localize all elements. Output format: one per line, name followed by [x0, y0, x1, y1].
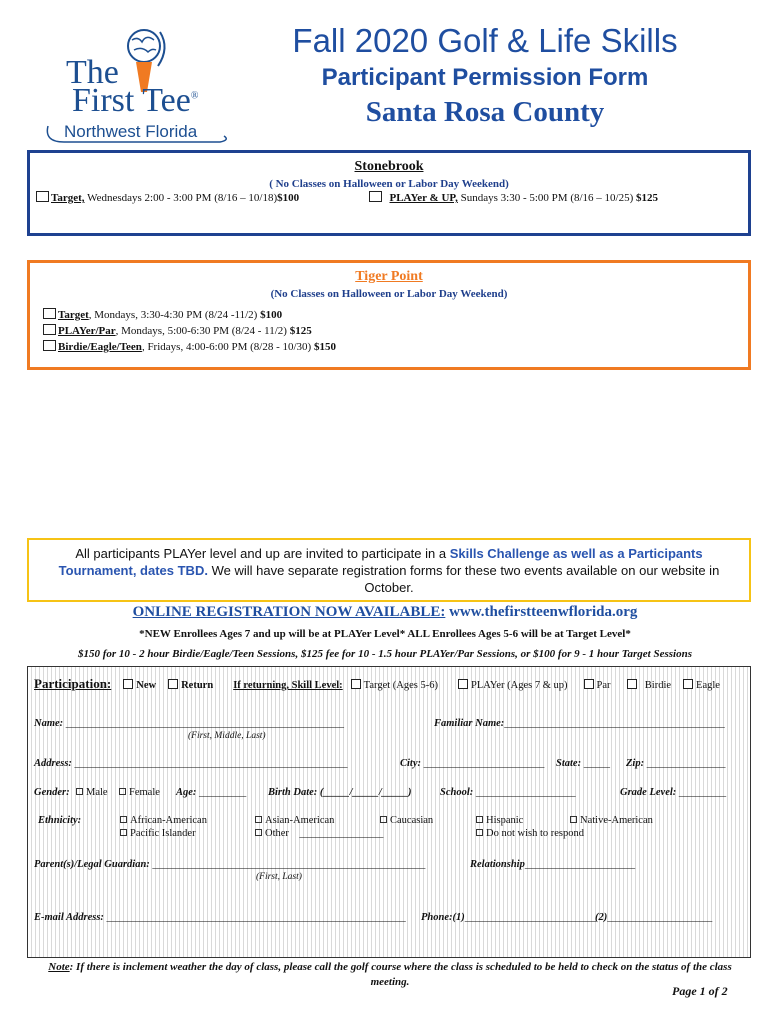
participation-label: Participation:: [34, 676, 112, 691]
stonebrook-note: ( No Classes on Halloween or Labor Day Weekend): [269, 178, 509, 190]
first-tee-logo: [42, 24, 232, 144]
checkbox[interactable]: [43, 340, 56, 351]
logo-line-first-tee: First Tee®: [72, 82, 199, 119]
birth-date-field[interactable]: Birth Date: (_____/_____/_____): [268, 787, 412, 798]
checkbox[interactable]: [369, 191, 382, 202]
gender-label: Gender:: [34, 787, 70, 798]
grade-level-field[interactable]: Grade Level: _________: [620, 787, 727, 798]
checkbox[interactable]: [43, 308, 56, 319]
tiger-point-section: [27, 260, 751, 370]
ethnicity-label: Ethnicity:: [38, 815, 82, 826]
skill-level-target[interactable]: Target (Ages 5-6): [351, 680, 438, 691]
tiger-point-note: (No Classes on Halloween or Labor Day Weekend): [270, 288, 508, 300]
logo-line-the: The: [66, 54, 119, 91]
stonebrook-section: [27, 150, 751, 236]
state-field[interactable]: State: _____: [556, 758, 610, 769]
tiger-point-option-player[interactable]: PLAYer/Par, Mondays, 5:00-6:30 PM (8/24 - 11/2) $125: [43, 324, 312, 337]
ethnicity-african-american[interactable]: African-American: [120, 815, 207, 826]
returning-skill-label: If returning, Skill Level:: [233, 680, 343, 691]
name-hint: (First, Middle, Last): [188, 731, 266, 741]
ethnicity-asian-american[interactable]: Asian-American: [255, 815, 334, 826]
guardian-field[interactable]: Parent(s)/Legal Guardian: ____________________________________________________: [34, 859, 426, 870]
ethnicity-no-response[interactable]: Do not wish to respond: [476, 828, 584, 839]
guardian-hint: (First, Last): [256, 872, 302, 882]
skill-level-player[interactable]: PLAYer (Ages 7 & up): [458, 680, 568, 691]
website-link[interactable]: www.thefirstteenwflorida.org: [445, 604, 638, 620]
phone1-field[interactable]: Phone:(1)_________________________: [421, 912, 596, 923]
county-title: Santa Rosa County: [365, 96, 605, 128]
age-field[interactable]: Age: _________: [176, 787, 247, 798]
city-field[interactable]: City: _______________________: [400, 758, 545, 769]
school-field[interactable]: School: ___________________: [440, 787, 576, 798]
ethnicity-caucasian[interactable]: Caucasian: [380, 815, 433, 826]
gender-male[interactable]: Male: [76, 787, 108, 798]
form-subtitle: Participant Permission Form: [321, 64, 649, 91]
stonebrook-option-player[interactable]: PLAYer & UP, Sundays 3:30 - 5:00 PM (8/16 – 10/25) $125: [369, 191, 658, 204]
participant-form: [27, 666, 751, 958]
name-field[interactable]: Name: _____________________________________________________: [34, 718, 345, 729]
address-field[interactable]: Address: ____________________________________________________: [34, 758, 348, 769]
ethnicity-pacific-islander[interactable]: Pacific Islander: [120, 828, 196, 839]
tiger-point-option-target[interactable]: Target, Mondays, 3:30-4:30 PM (8/24 -11/2) $100: [43, 308, 282, 321]
ethnicity-hispanic[interactable]: Hispanic: [476, 815, 523, 826]
participation-return[interactable]: Return: [168, 680, 213, 691]
online-registration: ONLINE REGISTRATION NOW AVAILABLE: www.thefirstteenwflorida.org: [132, 604, 638, 620]
checkbox[interactable]: [43, 324, 56, 335]
gender-female[interactable]: Female: [119, 787, 160, 798]
skill-level-par[interactable]: Par: [584, 680, 611, 691]
familiar-name-field[interactable]: Familiar Name:__________________________________________: [434, 718, 725, 729]
page-number: Page 1 of 2: [672, 984, 728, 998]
skill-level-eagle[interactable]: Eagle: [683, 680, 720, 691]
stonebrook-title: Stonebrook: [354, 159, 424, 174]
zip-field[interactable]: Zip: _______________: [626, 758, 726, 769]
skill-level-birdie[interactable]: Birdie: [627, 680, 672, 691]
logo-line-northwest-florida: Northwest Florida: [64, 122, 198, 141]
stonebrook-option-target[interactable]: Target, Wednesdays 2:00 - 3:00 PM (8/16 – 10/18)$100: [36, 191, 299, 204]
participation-row: [34, 675, 720, 693]
ethnicity-native-american[interactable]: Native-American: [570, 815, 653, 826]
tiger-point-option-birdie[interactable]: Birdie/Eagle/Teen, Fridays, 4:00-6:00 PM (8/28 - 10/30) $150: [43, 340, 336, 353]
phone2-field[interactable]: (2)____________________: [595, 912, 713, 923]
page-title: Fall 2020 Golf & Life Skills: [292, 22, 678, 59]
skills-challenge-notice: [27, 538, 751, 602]
notice-text: All participants PLAYer level and up are invited to participate in a Skills Challenge as well as a Participants Tournament, dates TBD. We will have separate registration forms for these two events available on our website in October.: [58, 546, 720, 595]
fees-note: $150 for 10 - 2 hour Birdie/Eagle/Teen Sessions, $125 fee for 10 - 1.5 hour PLAYer/Par Sessions, or $100 for 9 - 1 hour Target Sessions: [77, 648, 693, 660]
relationship-field[interactable]: Relationship_____________________: [470, 859, 636, 870]
checkbox[interactable]: [36, 191, 49, 202]
tiger-point-title: Tiger Point: [355, 269, 423, 284]
ethnicity-other[interactable]: Other ________________: [255, 828, 383, 839]
participation-new[interactable]: New: [123, 680, 156, 691]
email-field[interactable]: E-mail Address: _________________________________________________________: [34, 912, 406, 923]
weather-note: Note: If there is inclement weather the day of class, please call the golf course where the class is scheduled to be held to check on the status of the class meeting.: [48, 961, 732, 988]
enrollee-note: *NEW Enrollees Ages 7 and up will be at PLAYer Level* ALL Enrollees Ages 5-6 will be at Target Level*: [139, 628, 631, 640]
